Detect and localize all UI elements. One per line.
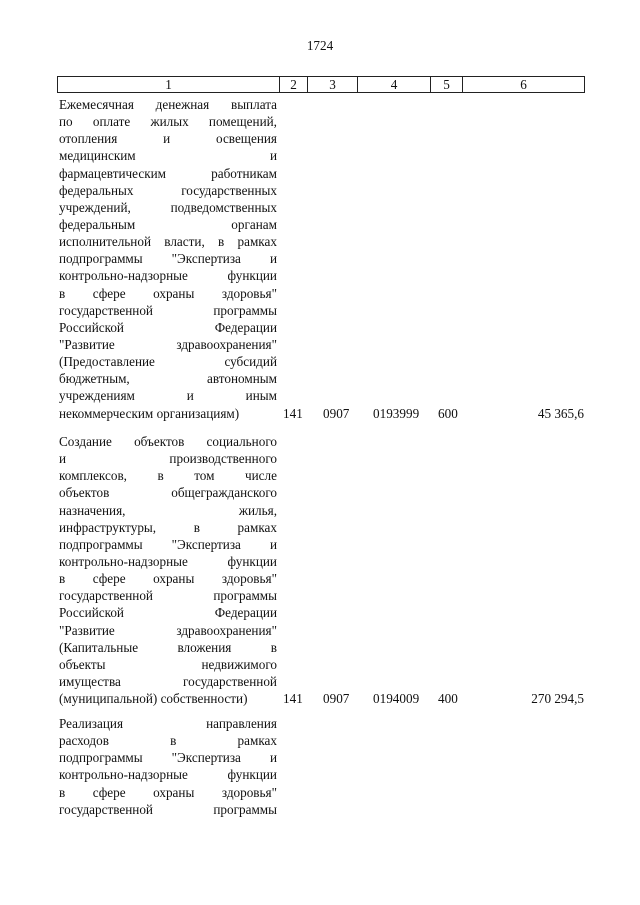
row-description <box>59 96 277 422</box>
column-header-6: 6 <box>463 77 585 93</box>
description-line: инфраструктуры, в рамках <box>59 519 277 535</box>
description-line: Реализация направления <box>59 716 277 731</box>
cell-col2: 141 <box>283 405 303 421</box>
description-line: по оплате жилых помещений, <box>59 114 277 130</box>
description-line: государственной программы <box>59 801 277 817</box>
description-line: Российской Федерации <box>59 605 277 621</box>
description-line: подпрограммы "Экспертиза и <box>59 251 277 267</box>
description-line: подпрограммы "Экспертиза и <box>59 750 277 766</box>
page-number: 1724 <box>306 38 334 53</box>
description-line: медицинским и <box>59 148 277 164</box>
description-line: объекты недвижимого <box>59 656 277 672</box>
description-line: назначения, жилья, <box>59 502 277 518</box>
column-header-3: 3 <box>308 77 358 93</box>
column-header-5: 5 <box>431 77 463 93</box>
description-line: и производственного <box>59 451 277 467</box>
row-description <box>59 715 277 818</box>
column-header-table <box>57 76 585 93</box>
description-line: учреждениям и иным <box>59 388 277 404</box>
description-line: расходов в рамках <box>59 733 277 749</box>
row-description <box>59 433 277 707</box>
description-line: исполнительной власти, в рамках <box>59 234 277 250</box>
description-line: (Предоставление субсидий <box>59 354 277 370</box>
cell-col5: 400 <box>438 691 458 707</box>
description-line: в сфере охраны здоровья" <box>59 285 277 301</box>
cell-col2: 141 <box>283 691 303 707</box>
description-line: подпрограммы "Экспертиза и <box>59 536 277 552</box>
column-header-1: 1 <box>58 77 280 93</box>
description-line: (муниципальной) собственности) <box>59 691 248 707</box>
description-line: контрольно-надзорные функции <box>59 268 277 284</box>
cell-col6: 45 365,6 <box>537 405 584 421</box>
description-line: федеральных государственных <box>59 182 277 198</box>
description-line: учреждений, подведомственных <box>59 199 277 215</box>
description-line: фармацевтическим работникам <box>59 165 277 181</box>
description-line: федеральным органам <box>59 216 277 232</box>
column-header-2: 2 <box>280 77 308 93</box>
column-header-row <box>58 77 585 93</box>
description-line: контрольно-надзорные функции <box>59 767 277 783</box>
description-line: комплексов, в том числе <box>59 468 277 484</box>
description-line: (Капитальные вложения в <box>59 639 277 655</box>
cell-col4: 0193999 <box>373 405 420 421</box>
cell-col3: 0907 <box>323 691 350 707</box>
description-line: "Развитие здравоохранения" <box>59 622 277 638</box>
description-line: государственной программы <box>59 588 277 604</box>
description-line: Российской Федерации <box>59 319 277 335</box>
description-line: имущества государственной <box>59 673 277 689</box>
description-line: отопления и освещения <box>59 131 277 147</box>
description-line: некоммерческим организациям) <box>59 405 240 421</box>
description-line: объектов общегражданского <box>59 485 277 501</box>
cell-col4: 0194009 <box>373 691 420 707</box>
description-line: государственной программы <box>59 302 277 318</box>
description-line: в сфере охраны здоровья" <box>59 571 277 587</box>
cell-col5: 600 <box>438 405 458 421</box>
description-line: контрольно-надзорные функции <box>59 553 277 569</box>
description-line: Ежемесячная денежная выплата <box>59 97 277 112</box>
cell-col3: 0907 <box>323 405 350 421</box>
description-line: в сфере охраны здоровья" <box>59 784 277 800</box>
description-line: "Развитие здравоохранения" <box>59 336 277 352</box>
description-line: Создание объектов социального <box>59 434 277 449</box>
column-header-4: 4 <box>358 77 431 93</box>
description-line: бюджетным, автономным <box>59 371 277 387</box>
cell-col6: 270 294,5 <box>531 691 584 707</box>
